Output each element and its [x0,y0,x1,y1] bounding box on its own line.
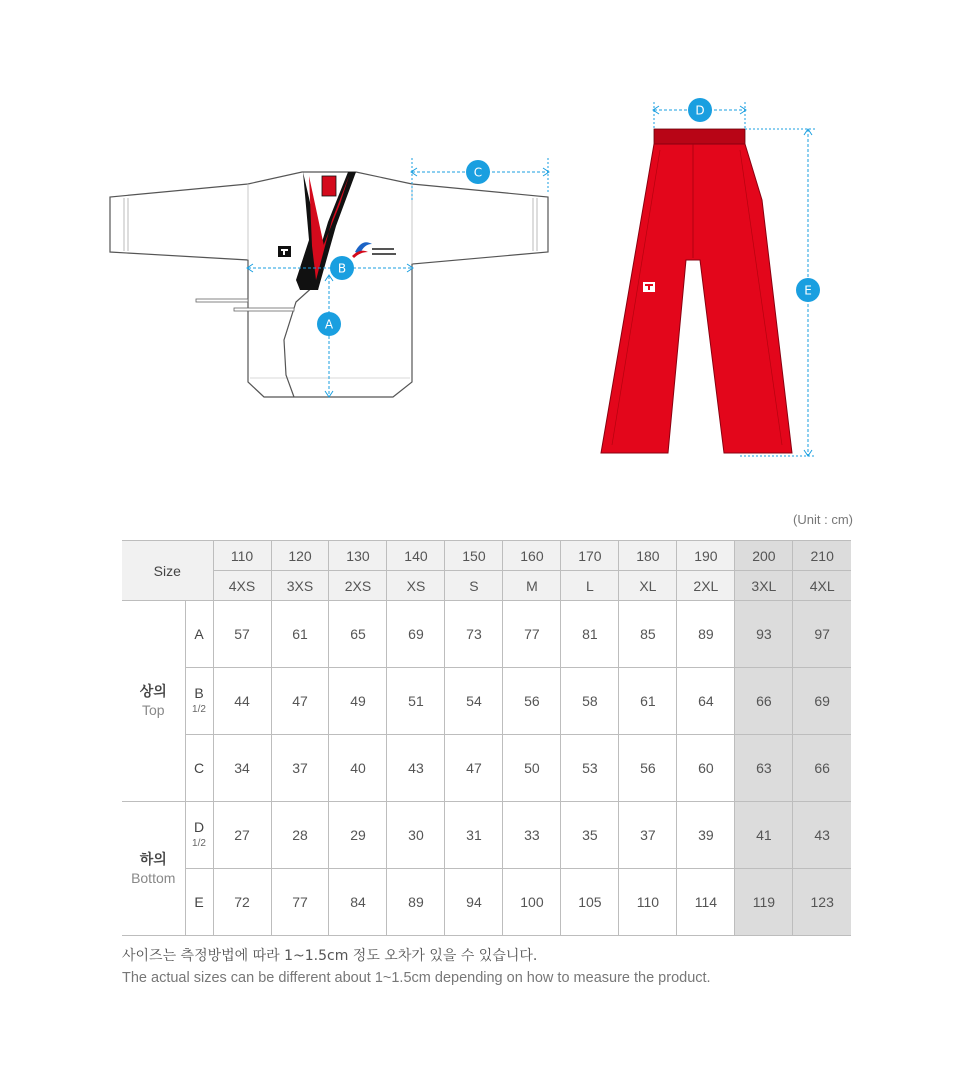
value-cell: 100 [503,869,561,936]
size-number-cell: 200 [735,541,793,571]
value-cell: 89 [387,869,445,936]
value-cell: 31 [445,802,503,869]
measurement-letter: A [194,626,204,642]
unit-note: (Unit : cm) [793,512,853,527]
measurement-label [185,802,213,869]
size-letter-cell: M [503,571,561,601]
value-cell: 97 [793,601,851,668]
value-cell: 57 [213,601,271,668]
value-cell: 44 [213,668,271,735]
value-cell: 77 [271,869,329,936]
value-cell: 56 [619,735,677,802]
size-letter-cell: XS [387,571,445,601]
value-cell: 60 [677,735,735,802]
value-cell: 94 [445,869,503,936]
value-cell: 61 [619,668,677,735]
measurement-letter: B [194,684,204,701]
size-number-cell: 190 [677,541,735,571]
size-header: Size [122,541,213,601]
value-cell: 56 [503,668,561,735]
measurement-letter: D [193,818,205,835]
value-cell: 85 [619,601,677,668]
value-cell: 34 [213,735,271,802]
value-cell: 41 [735,802,793,869]
value-cell: 69 [793,668,851,735]
value-cell: 37 [619,802,677,869]
value-cell: 40 [329,735,387,802]
size-letter-cell: XL [619,571,677,601]
group-label [122,601,185,802]
size-chart-table [122,540,851,936]
table-row [122,735,851,802]
value-cell: 27 [213,802,271,869]
size-letter-cell: 4XL [793,571,851,601]
value-cell: 50 [503,735,561,802]
value-cell: 61 [271,601,329,668]
measurement-label [185,668,213,735]
value-cell: 49 [329,668,387,735]
value-cell: 89 [677,601,735,668]
value-cell: 73 [445,601,503,668]
header-row-sizes [122,541,851,571]
svg-text:D: D [695,103,705,118]
measurement-label [185,735,213,802]
value-cell: 84 [329,869,387,936]
measurement-note-korean: 사이즈는 측정방법에 따라 1~1.5cm 정도 오차가 있을 수 있습니다. [122,948,538,964]
size-number-cell: 170 [561,541,619,571]
size-letter-cell: 3XS [271,571,329,601]
table-row [122,601,851,668]
value-cell: 35 [561,802,619,869]
svg-text:B: B [337,261,347,276]
size-number-cell: 150 [445,541,503,571]
value-cell: 81 [561,601,619,668]
value-cell: 53 [561,735,619,802]
half-measure-note: 1/2 [192,703,206,715]
value-cell: 63 [735,735,793,802]
measurement-note-english: The actual sizes can be different about 1~1.5cm depending on how to measure the product. [122,970,711,986]
measurement-letter: C [193,760,205,776]
dimension-badge-a [317,312,341,336]
value-cell: 119 [735,869,793,936]
size-letter-cell: 3XL [735,571,793,601]
value-cell: 66 [793,735,851,802]
value-cell: 64 [677,668,735,735]
value-cell: 58 [561,668,619,735]
svg-text:A: A [324,317,334,332]
size-number-cell: 140 [387,541,445,571]
size-number-cell: 120 [271,541,329,571]
size-number-cell: 210 [793,541,851,571]
value-cell: 54 [445,668,503,735]
value-cell: 105 [561,869,619,936]
value-cell: 72 [213,869,271,936]
value-cell: 33 [503,802,561,869]
size-number-cell: 160 [503,541,561,571]
value-cell: 114 [677,869,735,936]
group-label [122,802,185,936]
header-row-letters [122,571,851,601]
value-cell: 51 [387,668,445,735]
dimension-badge-e [796,278,820,302]
dimension-badge-c [466,160,490,184]
value-cell: 43 [793,802,851,869]
svg-text:C: C [473,165,483,180]
garment-diagram [0,0,975,500]
mooto-logo-icon [278,246,291,257]
value-cell: 66 [735,668,793,735]
group-label-english: Bottom [131,869,176,886]
group-label-english: Top [141,702,165,718]
value-cell: 93 [735,601,793,668]
size-letter-cell: 4XS [213,571,271,601]
table-row [122,668,851,735]
value-cell: 69 [387,601,445,668]
value-cell: 77 [503,601,561,668]
value-cell: 65 [329,601,387,668]
measurement-label [185,869,213,936]
size-letter-cell: L [561,571,619,601]
table-row [122,802,851,869]
half-measure-note: 1/2 [192,837,206,849]
dimension-badge-d [688,98,712,122]
value-cell: 47 [445,735,503,802]
size-letter-cell: S [445,571,503,601]
measurement-label [185,601,213,668]
mooto-logo-icon [643,282,655,292]
value-cell: 110 [619,869,677,936]
group-label-korean: 하의 [139,850,167,867]
pants-illustration [601,129,792,453]
size-number-cell: 110 [213,541,271,571]
dimension-badge-b [330,256,354,280]
value-cell: 123 [793,869,851,936]
measurement-letter: E [194,894,204,910]
value-cell: 29 [329,802,387,869]
size-letter-cell: 2XS [329,571,387,601]
group-label-korean: 상의 [139,683,167,699]
value-cell: 47 [271,668,329,735]
value-cell: 28 [271,802,329,869]
value-cell: 39 [677,802,735,869]
table-row [122,869,851,936]
size-letter-cell: 2XL [677,571,735,601]
value-cell: 30 [387,802,445,869]
size-number-cell: 130 [329,541,387,571]
size-number-cell: 180 [619,541,677,571]
svg-text:E: E [804,283,812,298]
value-cell: 37 [271,735,329,802]
value-cell: 43 [387,735,445,802]
